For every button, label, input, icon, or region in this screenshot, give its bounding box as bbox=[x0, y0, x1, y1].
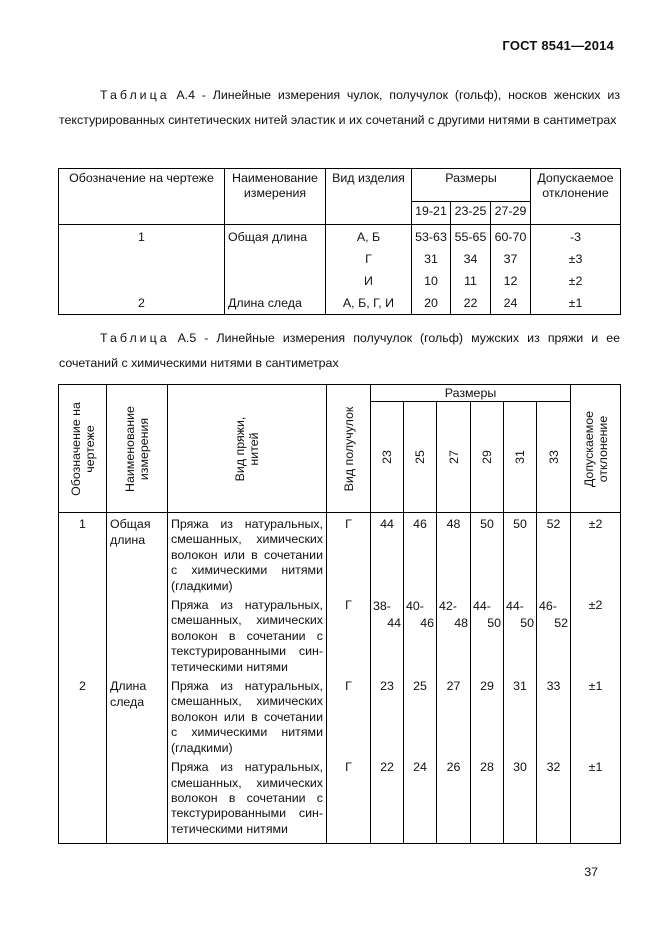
size-value: 25 bbox=[404, 675, 437, 756]
size-value: 20 bbox=[412, 292, 451, 315]
yarn-cell: Пряжа из натуральных, смешанных, химических волокон или в сочетании с химическими нитями (гладкими) bbox=[168, 513, 327, 595]
size-value: 12 bbox=[491, 270, 531, 292]
a4-size-col: 19-21 bbox=[412, 202, 451, 225]
yarn-cell: Пряжа из натуральных, смешанных, химических волокон или в сочетании с химическими нитями (гладкими) bbox=[168, 675, 327, 756]
table-row bbox=[59, 756, 621, 844]
a4-size-col: 23-25 bbox=[451, 202, 491, 225]
a5-size-col: 29 bbox=[471, 402, 504, 513]
name-cell: Длина следа bbox=[225, 292, 326, 315]
document-code: ГОСТ 8541—2014 bbox=[502, 38, 614, 53]
size-value: 44- 50 bbox=[504, 594, 537, 675]
designation-cell bbox=[59, 756, 107, 844]
kind-cell: Г bbox=[327, 513, 371, 595]
tolerance-cell: ±2 bbox=[531, 270, 621, 292]
a5-size-col: 23 bbox=[371, 402, 404, 513]
size-value: 52 bbox=[537, 513, 571, 595]
designation-cell: 1 bbox=[59, 225, 225, 249]
size-value: 38- 44 bbox=[371, 594, 404, 675]
kind-cell: Г bbox=[327, 675, 371, 756]
size-value: 10 bbox=[412, 270, 451, 292]
name-cell bbox=[107, 756, 168, 844]
table-row bbox=[59, 225, 621, 249]
designation-cell: 2 bbox=[59, 292, 225, 315]
size-value: 40- 46 bbox=[404, 594, 437, 675]
table-row bbox=[59, 270, 621, 292]
name-cell bbox=[225, 248, 326, 270]
table-row bbox=[59, 513, 621, 595]
a5-header-yarn: Вид пряжи, нитей bbox=[168, 385, 327, 513]
a5-header-name: Наименование измерения bbox=[107, 385, 168, 513]
name-cell: Общая длина bbox=[107, 513, 168, 595]
a5-size-col: 27 bbox=[437, 402, 471, 513]
size-value: 28 bbox=[471, 756, 504, 844]
tolerance-cell: ±2 bbox=[571, 513, 621, 595]
size-value: 26 bbox=[437, 756, 471, 844]
size-value: 46 bbox=[404, 513, 437, 595]
size-value: 32 bbox=[537, 756, 571, 844]
designation-cell bbox=[59, 270, 225, 292]
table-a4-caption-label: Таблица bbox=[100, 88, 170, 102]
a5-size-col: 25 bbox=[404, 402, 437, 513]
size-value: 48 bbox=[437, 513, 471, 595]
kind-cell: Г bbox=[327, 756, 371, 844]
size-value: 11 bbox=[451, 270, 491, 292]
size-value: 46- 52 bbox=[537, 594, 571, 675]
size-value: 24 bbox=[491, 292, 531, 315]
a4-header-tolerance: Допускаемое отклонение bbox=[531, 169, 621, 225]
kind-cell: А, Б, Г, И bbox=[326, 292, 412, 315]
tolerance-cell: ±1 bbox=[531, 292, 621, 315]
designation-cell: 1 bbox=[59, 513, 107, 595]
name-cell bbox=[107, 594, 168, 675]
size-value: 22 bbox=[451, 292, 491, 315]
tolerance-cell: ±2 bbox=[571, 594, 621, 675]
tolerance-cell: ±1 bbox=[571, 756, 621, 844]
size-value: 44 bbox=[371, 513, 404, 595]
a5-header-tolerance: Допускаемое отклонение bbox=[571, 385, 621, 513]
tolerance-cell: ±3 bbox=[531, 248, 621, 270]
designation-cell bbox=[59, 248, 225, 270]
designation-cell: 2 bbox=[59, 675, 107, 756]
a5-header-designation: Обозначение на чертеже bbox=[59, 385, 107, 513]
a4-header-designation: Обозначение на чертеже bbox=[59, 169, 225, 225]
table-a5-caption bbox=[59, 326, 620, 376]
size-value: 22 bbox=[371, 756, 404, 844]
page-number: 37 bbox=[584, 865, 598, 879]
size-value: 33 bbox=[537, 675, 571, 756]
size-value: 31 bbox=[412, 248, 451, 270]
kind-cell: А, Б bbox=[326, 225, 412, 249]
name-cell bbox=[225, 270, 326, 292]
size-value: 23 bbox=[371, 675, 404, 756]
yarn-cell: Пряжа из натуральных, смешанных, химических волокон в сочетании с текстурированными синтетическими нитями bbox=[168, 756, 327, 844]
size-value: 42- 48 bbox=[437, 594, 471, 675]
size-value: 60-70 bbox=[491, 225, 531, 249]
table-a4-caption-text: А.4 - Линейные измерения чулок, получулок (гольф), носков женских из текстурированных синтетических нитей эластик и их сочетаний с другими нитями в сантиметрах bbox=[59, 88, 620, 127]
table-a4 bbox=[58, 168, 621, 315]
table-a5-caption-label: Таблица bbox=[100, 331, 170, 345]
name-cell: Длина следа bbox=[107, 675, 168, 756]
yarn-cell: Пряжа из натуральных, смешанных, химических волокон в сочетании с текстурированными синтетическими нитями bbox=[168, 594, 327, 675]
name-cell: Общая длина bbox=[225, 225, 326, 249]
table-row bbox=[59, 248, 621, 270]
size-value: 27 bbox=[437, 675, 471, 756]
a4-header-name: Наименование измерения bbox=[225, 169, 326, 225]
kind-cell: Г bbox=[327, 594, 371, 675]
a5-header-kind: Вид получулок bbox=[327, 385, 371, 513]
size-value: 44- 50 bbox=[471, 594, 504, 675]
table-row bbox=[59, 594, 621, 675]
kind-cell: Г bbox=[326, 248, 412, 270]
size-value: 29 bbox=[471, 675, 504, 756]
size-value: 37 bbox=[491, 248, 531, 270]
size-value: 31 bbox=[504, 675, 537, 756]
size-value: 34 bbox=[451, 248, 491, 270]
a4-size-col: 27-29 bbox=[491, 202, 531, 225]
tolerance-cell: ±1 bbox=[571, 675, 621, 756]
table-a5 bbox=[58, 384, 621, 844]
tolerance-cell: -3 bbox=[531, 225, 621, 249]
designation-cell bbox=[59, 594, 107, 675]
a4-header-kind: Вид изделия bbox=[326, 169, 412, 225]
table-row bbox=[59, 292, 621, 315]
size-value: 30 bbox=[504, 756, 537, 844]
a5-header-sizes: Размеры bbox=[371, 385, 571, 402]
size-value: 55-65 bbox=[451, 225, 491, 249]
table-a4-caption bbox=[59, 83, 620, 133]
size-value: 24 bbox=[404, 756, 437, 844]
size-value: 50 bbox=[471, 513, 504, 595]
table-row bbox=[59, 675, 621, 756]
size-value: 53-63 bbox=[412, 225, 451, 249]
size-value: 50 bbox=[504, 513, 537, 595]
a5-size-col: 33 bbox=[537, 402, 571, 513]
a4-header-sizes: Размеры bbox=[412, 169, 531, 202]
a5-size-col: 31 bbox=[504, 402, 537, 513]
kind-cell: И bbox=[326, 270, 412, 292]
table-a5-caption-text: А.5 - Линейные измерения получулок (гольф) мужских из пряжи и ее сочетаний с химическими нитями в сантиметрах bbox=[59, 331, 620, 370]
